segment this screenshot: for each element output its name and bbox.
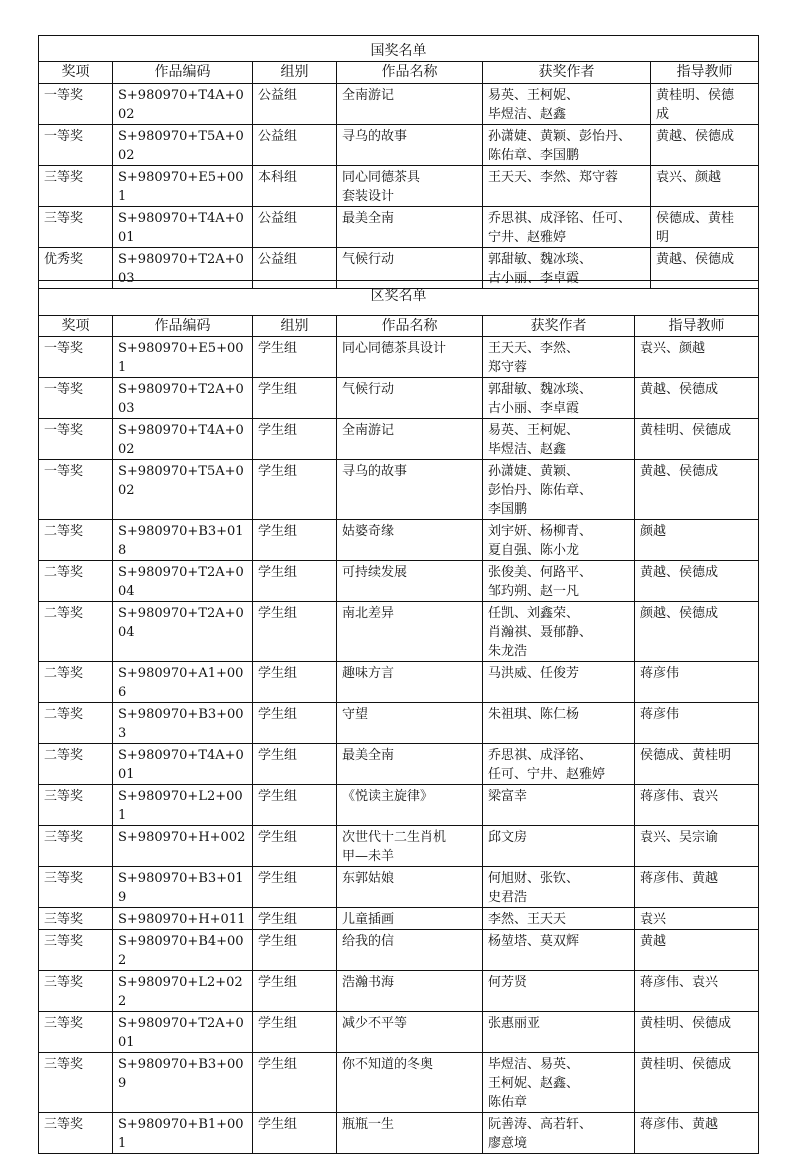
table-row <box>39 908 759 930</box>
work-name-cell: 浩瀚书海 <box>337 971 483 1012</box>
group-cell: 学生组 <box>253 561 337 602</box>
table-row <box>39 166 759 207</box>
work-name-cell: 寻乌的故事 <box>337 125 483 166</box>
work-name-cell: 守望 <box>337 703 483 744</box>
code-cell: S+980970+B3+003 <box>113 703 253 744</box>
group-cell: 学生组 <box>253 744 337 785</box>
award-cell: 优秀奖 <box>39 248 113 289</box>
award-cell: 二等奖 <box>39 662 113 703</box>
group-cell: 学生组 <box>253 1053 337 1113</box>
code-cell: S+980970+T4A+001 <box>113 744 253 785</box>
code-cell: S+980970+B1+001 <box>113 1113 253 1154</box>
authors-cell: 何旭财、张钦、 史君浩 <box>483 867 635 908</box>
code-cell: S+980970+T5A+002 <box>113 460 253 520</box>
code-cell: S+980970+E5+001 <box>113 337 253 378</box>
table-row <box>39 662 759 703</box>
work-name-cell: 南北差异 <box>337 602 483 662</box>
work-name-cell: 东郭姑娘 <box>337 867 483 908</box>
code-cell: S+980970+T4A+002 <box>113 419 253 460</box>
table-row <box>39 1113 759 1154</box>
table-row <box>39 703 759 744</box>
award-cell: 三等奖 <box>39 971 113 1012</box>
code-cell: S+980970+T2A+003 <box>113 378 253 419</box>
work-name-cell: 寻乌的故事 <box>337 460 483 520</box>
authors-cell: 王天天、李然、郑守蓉 <box>483 166 651 207</box>
code-cell: S+980970+B4+002 <box>113 930 253 971</box>
award-cell: 三等奖 <box>39 1053 113 1113</box>
table-row <box>39 207 759 248</box>
code-cell: S+980970+H+002 <box>113 826 253 867</box>
work-name-cell: 给我的信 <box>337 930 483 971</box>
teacher-cell: 袁兴 <box>635 908 759 930</box>
award-cell: 一等奖 <box>39 337 113 378</box>
code-cell: S+980970+T4A+002 <box>113 84 253 125</box>
work-name-cell: 全南游记 <box>337 419 483 460</box>
group-cell: 本科组 <box>253 166 337 207</box>
group-cell: 学生组 <box>253 703 337 744</box>
work-name-cell: 《悦读主旋律》 <box>337 785 483 826</box>
table-row <box>39 337 759 378</box>
table-row <box>39 867 759 908</box>
header-group: 组别 <box>253 62 337 84</box>
work-name-cell: 次世代十二生肖机 甲—未羊 <box>337 826 483 867</box>
table-row <box>39 744 759 785</box>
teacher-cell: 黄越、侯德成 <box>635 460 759 520</box>
table-row <box>39 971 759 1012</box>
authors-cell: 朱祖琪、陈仁杨 <box>483 703 635 744</box>
authors-cell: 张俊美、何路平、 邹玓朔、赵一凡 <box>483 561 635 602</box>
code-cell: S+980970+A1+006 <box>113 662 253 703</box>
authors-cell: 郭甜敏、魏冰琰、 古小丽、李卓霞 <box>483 248 651 289</box>
teacher-cell: 蒋彦伟、黄越 <box>635 1113 759 1154</box>
national-header-row <box>39 62 759 84</box>
code-cell: S+980970+H+011 <box>113 908 253 930</box>
header-work-name: 作品名称 <box>337 62 483 84</box>
teacher-cell: 蒋彦伟、袁兴 <box>635 971 759 1012</box>
authors-cell: 张惠丽亚 <box>483 1012 635 1053</box>
work-name-cell: 你不知道的冬奥 <box>337 1053 483 1113</box>
work-name-cell: 同心同德茶具 套装设计 <box>337 166 483 207</box>
award-cell: 三等奖 <box>39 908 113 930</box>
national-award-table <box>38 35 759 289</box>
table-row <box>39 1012 759 1053</box>
teacher-cell: 颜越、侯德成 <box>635 602 759 662</box>
table-row <box>39 419 759 460</box>
group-cell: 学生组 <box>253 602 337 662</box>
award-cell: 二等奖 <box>39 602 113 662</box>
header-award: 奖项 <box>39 62 113 84</box>
award-cell: 二等奖 <box>39 561 113 602</box>
authors-cell: 乔思祺、成泽铭、 任可、宁井、赵雅婷 <box>483 744 635 785</box>
code-cell: S+980970+T2A+004 <box>113 561 253 602</box>
group-cell: 学生组 <box>253 1012 337 1053</box>
work-name-cell: 全南游记 <box>337 84 483 125</box>
table-row <box>39 561 759 602</box>
award-cell: 二等奖 <box>39 703 113 744</box>
header-group: 组别 <box>253 316 337 337</box>
header-code: 作品编码 <box>113 62 253 84</box>
authors-cell: 易英、王柯妮、 毕煜洁、赵鑫 <box>483 419 635 460</box>
authors-cell: 乔思祺、成泽铭、任可、 宁井、赵雅婷 <box>483 207 651 248</box>
teacher-cell: 侯德成、黄桂 明 <box>651 207 759 248</box>
work-name-cell: 气候行动 <box>337 248 483 289</box>
work-name-cell: 减少不平等 <box>337 1012 483 1053</box>
teacher-cell: 颜越 <box>635 520 759 561</box>
award-cell: 一等奖 <box>39 378 113 419</box>
header-teacher: 指导教师 <box>651 62 759 84</box>
header-work-name: 作品名称 <box>337 316 483 337</box>
header-award: 奖项 <box>39 316 113 337</box>
table-row <box>39 826 759 867</box>
code-cell: S+980970+L2+022 <box>113 971 253 1012</box>
award-cell: 一等奖 <box>39 125 113 166</box>
code-cell: S+980970+T5A+002 <box>113 125 253 166</box>
group-cell: 学生组 <box>253 826 337 867</box>
table-row <box>39 125 759 166</box>
group-cell: 公益组 <box>253 248 337 289</box>
teacher-cell: 黄越、侯德成 <box>651 248 759 289</box>
code-cell: S+980970+T2A+003 <box>113 248 253 289</box>
award-cell: 三等奖 <box>39 930 113 971</box>
group-cell: 学生组 <box>253 337 337 378</box>
code-cell: S+980970+T2A+001 <box>113 1012 253 1053</box>
work-name-cell: 瓶瓶一生 <box>337 1113 483 1154</box>
award-cell: 一等奖 <box>39 419 113 460</box>
authors-cell: 刘宇妍、杨柳青、 夏自强、陈小龙 <box>483 520 635 561</box>
header-authors: 获奖作者 <box>483 316 635 337</box>
teacher-cell: 黄桂明、侯德 成 <box>651 84 759 125</box>
work-name-cell: 最美全南 <box>337 207 483 248</box>
regional-award-table <box>38 280 759 1154</box>
code-cell: S+980970+L2+001 <box>113 785 253 826</box>
group-cell: 学生组 <box>253 1113 337 1154</box>
teacher-cell: 蒋彦伟 <box>635 662 759 703</box>
authors-cell: 易英、王柯妮、 毕煜洁、赵鑫 <box>483 84 651 125</box>
authors-cell: 毕煜洁、易英、 王柯妮、赵鑫、 陈佑章 <box>483 1053 635 1113</box>
code-cell: S+980970+T4A+001 <box>113 207 253 248</box>
group-cell: 公益组 <box>253 84 337 125</box>
code-cell: S+980970+B3+009 <box>113 1053 253 1113</box>
award-cell: 三等奖 <box>39 1113 113 1154</box>
header-teacher: 指导教师 <box>635 316 759 337</box>
regional-table-title: 区奖名单 <box>39 281 759 316</box>
work-name-cell: 姑婆奇缘 <box>337 520 483 561</box>
teacher-cell: 袁兴、颜越 <box>651 166 759 207</box>
teacher-cell: 蒋彦伟、袁兴 <box>635 785 759 826</box>
teacher-cell: 蒋彦伟、黄越 <box>635 867 759 908</box>
table-row <box>39 602 759 662</box>
group-cell: 学生组 <box>253 930 337 971</box>
code-cell: S+980970+E5+001 <box>113 166 253 207</box>
authors-cell: 郭甜敏、魏冰琰、 古小丽、李卓霞 <box>483 378 635 419</box>
table-row <box>39 520 759 561</box>
award-cell: 三等奖 <box>39 867 113 908</box>
code-cell: S+980970+B3+018 <box>113 520 253 561</box>
table-row <box>39 1053 759 1113</box>
code-cell: S+980970+T2A+004 <box>113 602 253 662</box>
award-cell: 三等奖 <box>39 785 113 826</box>
work-name-cell: 趣味方言 <box>337 662 483 703</box>
authors-cell: 孙潇婕、黄颖、 彭怡丹、陈佑章、 李国鹏 <box>483 460 635 520</box>
award-cell: 三等奖 <box>39 826 113 867</box>
table-row <box>39 785 759 826</box>
national-table-title: 国奖名单 <box>39 36 759 62</box>
teacher-cell: 黄桂明、侯德成 <box>635 419 759 460</box>
award-cell: 三等奖 <box>39 207 113 248</box>
authors-cell: 杨堃塔、莫双辉 <box>483 930 635 971</box>
authors-cell: 马洪威、任俊芳 <box>483 662 635 703</box>
teacher-cell: 袁兴、颜越 <box>635 337 759 378</box>
teacher-cell: 侯德成、黄桂明 <box>635 744 759 785</box>
teacher-cell: 黄越、侯德成 <box>635 561 759 602</box>
work-name-cell: 可持续发展 <box>337 561 483 602</box>
teacher-cell: 黄越 <box>635 930 759 971</box>
group-cell: 学生组 <box>253 419 337 460</box>
authors-cell: 梁富幸 <box>483 785 635 826</box>
table-row <box>39 460 759 520</box>
authors-cell: 何芳贤 <box>483 971 635 1012</box>
code-cell: S+980970+B3+019 <box>113 867 253 908</box>
group-cell: 学生组 <box>253 908 337 930</box>
award-cell: 一等奖 <box>39 460 113 520</box>
work-name-cell: 同心同德茶具设计 <box>337 337 483 378</box>
work-name-cell: 最美全南 <box>337 744 483 785</box>
teacher-cell: 袁兴、吴宗谕 <box>635 826 759 867</box>
award-cell: 一等奖 <box>39 84 113 125</box>
group-cell: 学生组 <box>253 378 337 419</box>
authors-cell: 阮善涛、高若轩、 廖意境 <box>483 1113 635 1154</box>
work-name-cell: 气候行动 <box>337 378 483 419</box>
teacher-cell: 黄桂明、侯德成 <box>635 1053 759 1113</box>
award-cell: 二等奖 <box>39 520 113 561</box>
group-cell: 学生组 <box>253 460 337 520</box>
header-code: 作品编码 <box>113 316 253 337</box>
award-cell: 二等奖 <box>39 744 113 785</box>
group-cell: 学生组 <box>253 520 337 561</box>
teacher-cell: 黄桂明、侯德成 <box>635 1012 759 1053</box>
table-row <box>39 930 759 971</box>
teacher-cell: 蒋彦伟 <box>635 703 759 744</box>
authors-cell: 孙潇婕、黄颖、彭怡丹、 陈佑章、李国鹏 <box>483 125 651 166</box>
group-cell: 公益组 <box>253 125 337 166</box>
group-cell: 学生组 <box>253 785 337 826</box>
group-cell: 公益组 <box>253 207 337 248</box>
table-row <box>39 84 759 125</box>
group-cell: 学生组 <box>253 867 337 908</box>
table-row <box>39 378 759 419</box>
regional-header-row <box>39 316 759 337</box>
award-cell: 三等奖 <box>39 166 113 207</box>
group-cell: 学生组 <box>253 662 337 703</box>
group-cell: 学生组 <box>253 971 337 1012</box>
header-authors: 获奖作者 <box>483 62 651 84</box>
award-cell: 三等奖 <box>39 1012 113 1053</box>
authors-cell: 王天天、李然、 郑守蓉 <box>483 337 635 378</box>
teacher-cell: 黄越、侯德成 <box>635 378 759 419</box>
authors-cell: 邱文房 <box>483 826 635 867</box>
authors-cell: 任凯、刘鑫荣、 肖瀚祺、聂郁静、 朱龙浩 <box>483 602 635 662</box>
teacher-cell: 黄越、侯德成 <box>651 125 759 166</box>
authors-cell: 李然、王天天 <box>483 908 635 930</box>
work-name-cell: 儿童插画 <box>337 908 483 930</box>
